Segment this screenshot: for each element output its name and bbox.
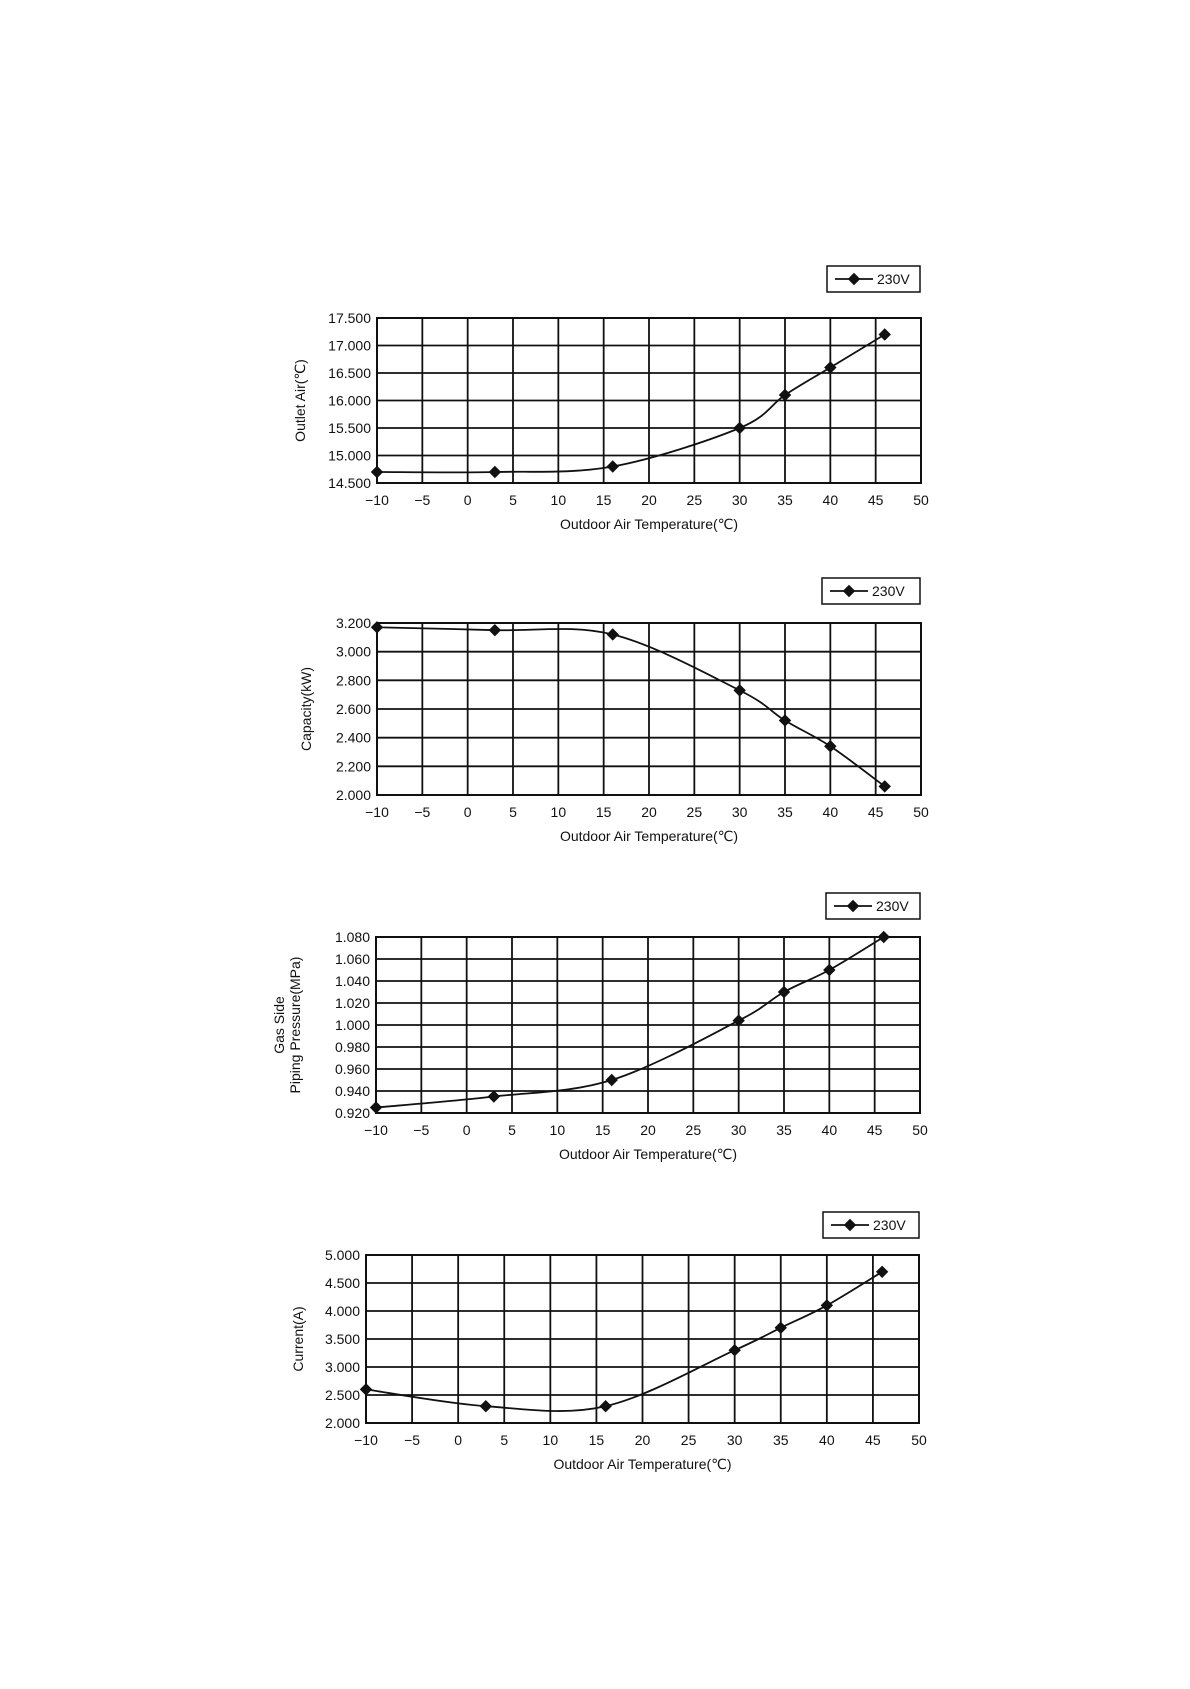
x-tick-label: 0: [454, 1432, 463, 1448]
x-tick-label: 25: [680, 1432, 697, 1448]
x-tick-label: −5: [413, 1122, 430, 1138]
y-tick-label: 2.000: [324, 1415, 360, 1431]
y-tick-label: 3.500: [324, 1331, 360, 1347]
x-tick-label: −5: [404, 1432, 421, 1448]
y-axis-label: [271, 957, 303, 1094]
y-tick-label: 2.000: [335, 787, 371, 803]
legend-label: 230V: [876, 898, 909, 914]
x-tick-label: 45: [865, 1432, 881, 1448]
x-tick-label: 10: [550, 492, 567, 508]
x-tick-label: −10: [365, 804, 389, 820]
x-tick-label: 45: [867, 804, 884, 820]
x-tick-label: 40: [821, 1122, 838, 1138]
y-tick-label: 2.800: [335, 672, 371, 689]
y-tick-label: 16.500: [328, 365, 371, 381]
x-tick-label: 50: [913, 492, 929, 508]
x-tick-label: 50: [912, 1122, 928, 1138]
x-tick-label: 0: [463, 804, 472, 820]
y-tick-label: 14.500: [328, 475, 371, 491]
y-tick-label: 4.000: [324, 1303, 360, 1319]
x-tick-label: 30: [730, 1122, 747, 1138]
x-tick-label: 45: [866, 1122, 883, 1138]
x-tick-label: 25: [686, 492, 703, 508]
x-tick-label: 40: [822, 804, 839, 820]
x-tick-label: 20: [634, 1432, 651, 1448]
x-tick-label: 15: [595, 804, 612, 820]
y-tick-label: 0.920: [334, 1105, 370, 1121]
y-tick-label: 1.000: [334, 1017, 370, 1033]
y-tick-label: 15.000: [328, 447, 371, 464]
x-tick-label: 5: [509, 804, 517, 820]
x-tick-label: −5: [414, 804, 431, 820]
x-tick-label: 50: [911, 1432, 927, 1448]
y-tick-label: 3.200: [335, 615, 371, 631]
y-tick-label: 1.020: [334, 995, 370, 1011]
legend-label: 230V: [872, 583, 905, 599]
x-tick-label: −10: [365, 492, 389, 508]
x-tick-label: 40: [822, 492, 839, 508]
x-tick-label: 25: [686, 804, 703, 820]
x-tick-label: −5: [414, 492, 431, 508]
x-axis-label: Outdoor Air Temperature(℃): [559, 828, 739, 844]
x-tick-label: 15: [595, 492, 612, 508]
y-tick-label: 3.000: [324, 1359, 360, 1375]
x-tick-label: 45: [867, 492, 884, 508]
x-tick-label: 20: [641, 492, 657, 508]
y-tick-label: 1.060: [334, 951, 370, 967]
y-tick-label: 4.500: [324, 1275, 360, 1291]
x-tick-label: 0: [462, 1122, 471, 1138]
y-tick-label: 2.600: [335, 701, 371, 717]
y-tick-label: 0.940: [334, 1083, 370, 1099]
x-tick-label: 25: [685, 1122, 702, 1138]
x-tick-label: 5: [509, 492, 517, 508]
chart-1: [292, 266, 929, 532]
x-tick-label: 20: [640, 1122, 656, 1138]
x-tick-label: 10: [549, 1122, 566, 1138]
chart-4: [290, 1212, 927, 1472]
y-tick-label: 2.400: [335, 729, 371, 746]
x-tick-label: 10: [542, 1432, 559, 1448]
chart-2: [298, 578, 929, 844]
y-axis-label: Capacity(kW): [298, 666, 314, 752]
x-axis-label: Outdoor Air Temperature(℃): [553, 1456, 732, 1472]
y-tick-label: 15.500: [328, 420, 371, 436]
x-axis-label: Outdoor Air Temperature(℃): [558, 1146, 738, 1162]
y-tick-label: 17.000: [328, 337, 371, 354]
x-tick-label: 40: [819, 1432, 835, 1448]
x-tick-label: 30: [726, 1432, 743, 1448]
y-tick-label: 0.960: [334, 1061, 370, 1077]
y-tick-label: 1.040: [334, 973, 370, 989]
x-tick-label: −10: [354, 1432, 378, 1448]
y-axis-label: Current(A): [290, 1306, 306, 1372]
x-axis-label: Outdoor Air Temperature(℃): [559, 516, 739, 532]
y-axis-label: Outlet Air(℃): [292, 359, 308, 442]
x-tick-label: 10: [550, 804, 567, 820]
x-tick-label: 35: [777, 804, 793, 820]
x-tick-label: −10: [364, 1122, 388, 1138]
chart-3: [271, 893, 928, 1162]
x-tick-label: 15: [588, 1432, 605, 1448]
legend-label: 230V: [873, 1217, 906, 1233]
legend-label: 230V: [877, 271, 910, 287]
x-tick-label: 35: [776, 1122, 792, 1138]
y-tick-label: 17.500: [328, 310, 371, 326]
x-tick-label: 20: [641, 804, 657, 820]
x-tick-label: 30: [731, 492, 748, 508]
y-tick-label: 3.000: [335, 643, 371, 660]
y-tick-label: 2.200: [335, 758, 371, 775]
x-tick-label: 35: [772, 1432, 789, 1448]
x-tick-label: 0: [463, 492, 472, 508]
x-tick-label: 35: [777, 492, 793, 508]
x-tick-label: 30: [731, 804, 748, 820]
y-axis-label-line: Gas Side: [271, 996, 287, 1054]
y-tick-label: 5.000: [324, 1247, 360, 1263]
x-tick-label: 15: [594, 1122, 611, 1138]
y-tick-label: 0.980: [334, 1039, 370, 1055]
y-tick-label: 2.500: [324, 1387, 360, 1403]
x-tick-label: 5: [500, 1432, 509, 1448]
y-axis-label-line: Piping Pressure(MPa): [287, 956, 303, 1094]
x-tick-label: 5: [508, 1122, 516, 1138]
y-tick-label: 1.080: [334, 929, 370, 945]
y-tick-label: 16.000: [328, 392, 371, 409]
x-tick-label: 50: [913, 804, 929, 820]
